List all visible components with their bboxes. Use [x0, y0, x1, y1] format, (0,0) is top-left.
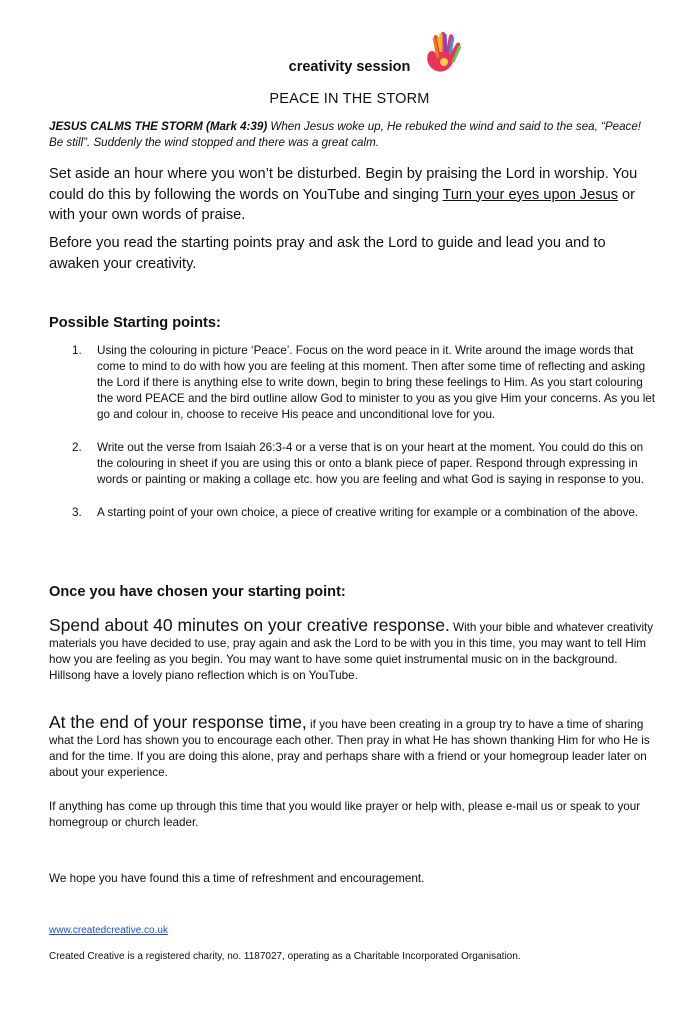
painted-hand-icon — [420, 30, 464, 76]
website-link[interactable]: www.createdcreative.co.uk — [49, 925, 168, 936]
starting-points-heading: Possible Starting points: — [49, 315, 221, 331]
closing-paragraph: We hope you have found this a time of refreshment and encouragement. — [49, 872, 425, 885]
spend-lead: Spend about 40 minutes on your creative response. — [49, 615, 450, 635]
intro-paragraph-1 — [49, 164, 659, 226]
header — [0, 58, 699, 76]
intro-paragraph-2: Before you read the starting points pray and ask the Lord to guide and lead you and to awaken your creativity. — [49, 235, 606, 272]
end-lead: At the end of your response time, — [49, 712, 307, 732]
spend-text: With your bible and whatever creativity materials you have decided to use, pray again and ask the Lord to be with you in this time, you may want to tell Him how you are feeling as you begin. You may want to have some quiet instrumental music on in the background. Hillsong have a lovely piano reflection which is on YouTube. — [49, 621, 654, 682]
spend-paragraph — [49, 617, 657, 684]
verse-block — [49, 119, 649, 150]
list-item — [49, 343, 659, 423]
document-title: PEACE IN THE STORM — [269, 91, 430, 107]
list-item-number: 1. — [72, 344, 82, 357]
end-paragraph — [49, 714, 657, 781]
verse-text: When Jesus woke up, He rebuked the wind and said to the sea, “Peace! Be still”. Suddenly the wind stopped and there was a great calm. — [49, 120, 641, 149]
prayer-paragraph: If anything has come up through this time that you would like prayer or help with, please e-mail us or speak to your homegroup or church leader. — [49, 800, 641, 829]
list-item — [49, 440, 659, 488]
chosen-heading: Once you have chosen your starting point: — [49, 584, 346, 600]
list-item-text: A starting point of your own choice, a piece of creative writing for example or a combination of the above. — [97, 506, 639, 519]
charity-footer: Created Creative is a registered charity, no. 1187027, operating as a Charitable Incorporated Organisation. — [49, 951, 521, 962]
verse-reference: JESUS CALMS THE STORM (Mark 4:39) — [49, 120, 268, 133]
starting-points-list — [49, 343, 659, 538]
intro-text-before: Set aside an hour where you won’t be disturbed. Begin by praising the Lord in worship. You could do this by following the words on YouTube and singing — [49, 166, 638, 203]
intro-text-after: or with your own words of praise. — [49, 186, 636, 223]
list-item — [49, 505, 659, 521]
end-text: if you have been creating in a group try to have a time of sharing what the Lord has shown you to encourage each other. Then pray in what He has shown thanking Him for who He is and for the time. If you are doing this alone, pray and perhaps share with a friend or your homegroup leader later on about your experience. — [49, 718, 650, 779]
list-item-text: Using the colouring in picture ‘Peace’. Focus on the word peace in it. Write around the image words that come to mind to do with how you are feeling at this moment. Then after some time of reflecting and asking the Lord if there is anything else to write down, begin to bring these feelings to Him. As you start colouring the word PEACE and the bird outline allow God to minister to you as you give Him your concerns. As you let go and colour in, choose to receive His peace and unconditional love for you. — [97, 344, 656, 421]
list-item-number: 2. — [72, 441, 82, 454]
list-item-number: 3. — [72, 506, 82, 519]
song-title: Turn your eyes upon Jesus — [442, 186, 618, 203]
list-item-text: Write out the verse from Isaiah 26:3-4 or a verse that is on your heart at the moment. You could do this on the colouring in sheet if you are using this or onto a blank piece of paper. Respond through expressing in words or painting or making a collage etc. how you are feeling and what God is saying in response to you. — [97, 441, 645, 486]
session-title: creativity session — [288, 59, 411, 75]
